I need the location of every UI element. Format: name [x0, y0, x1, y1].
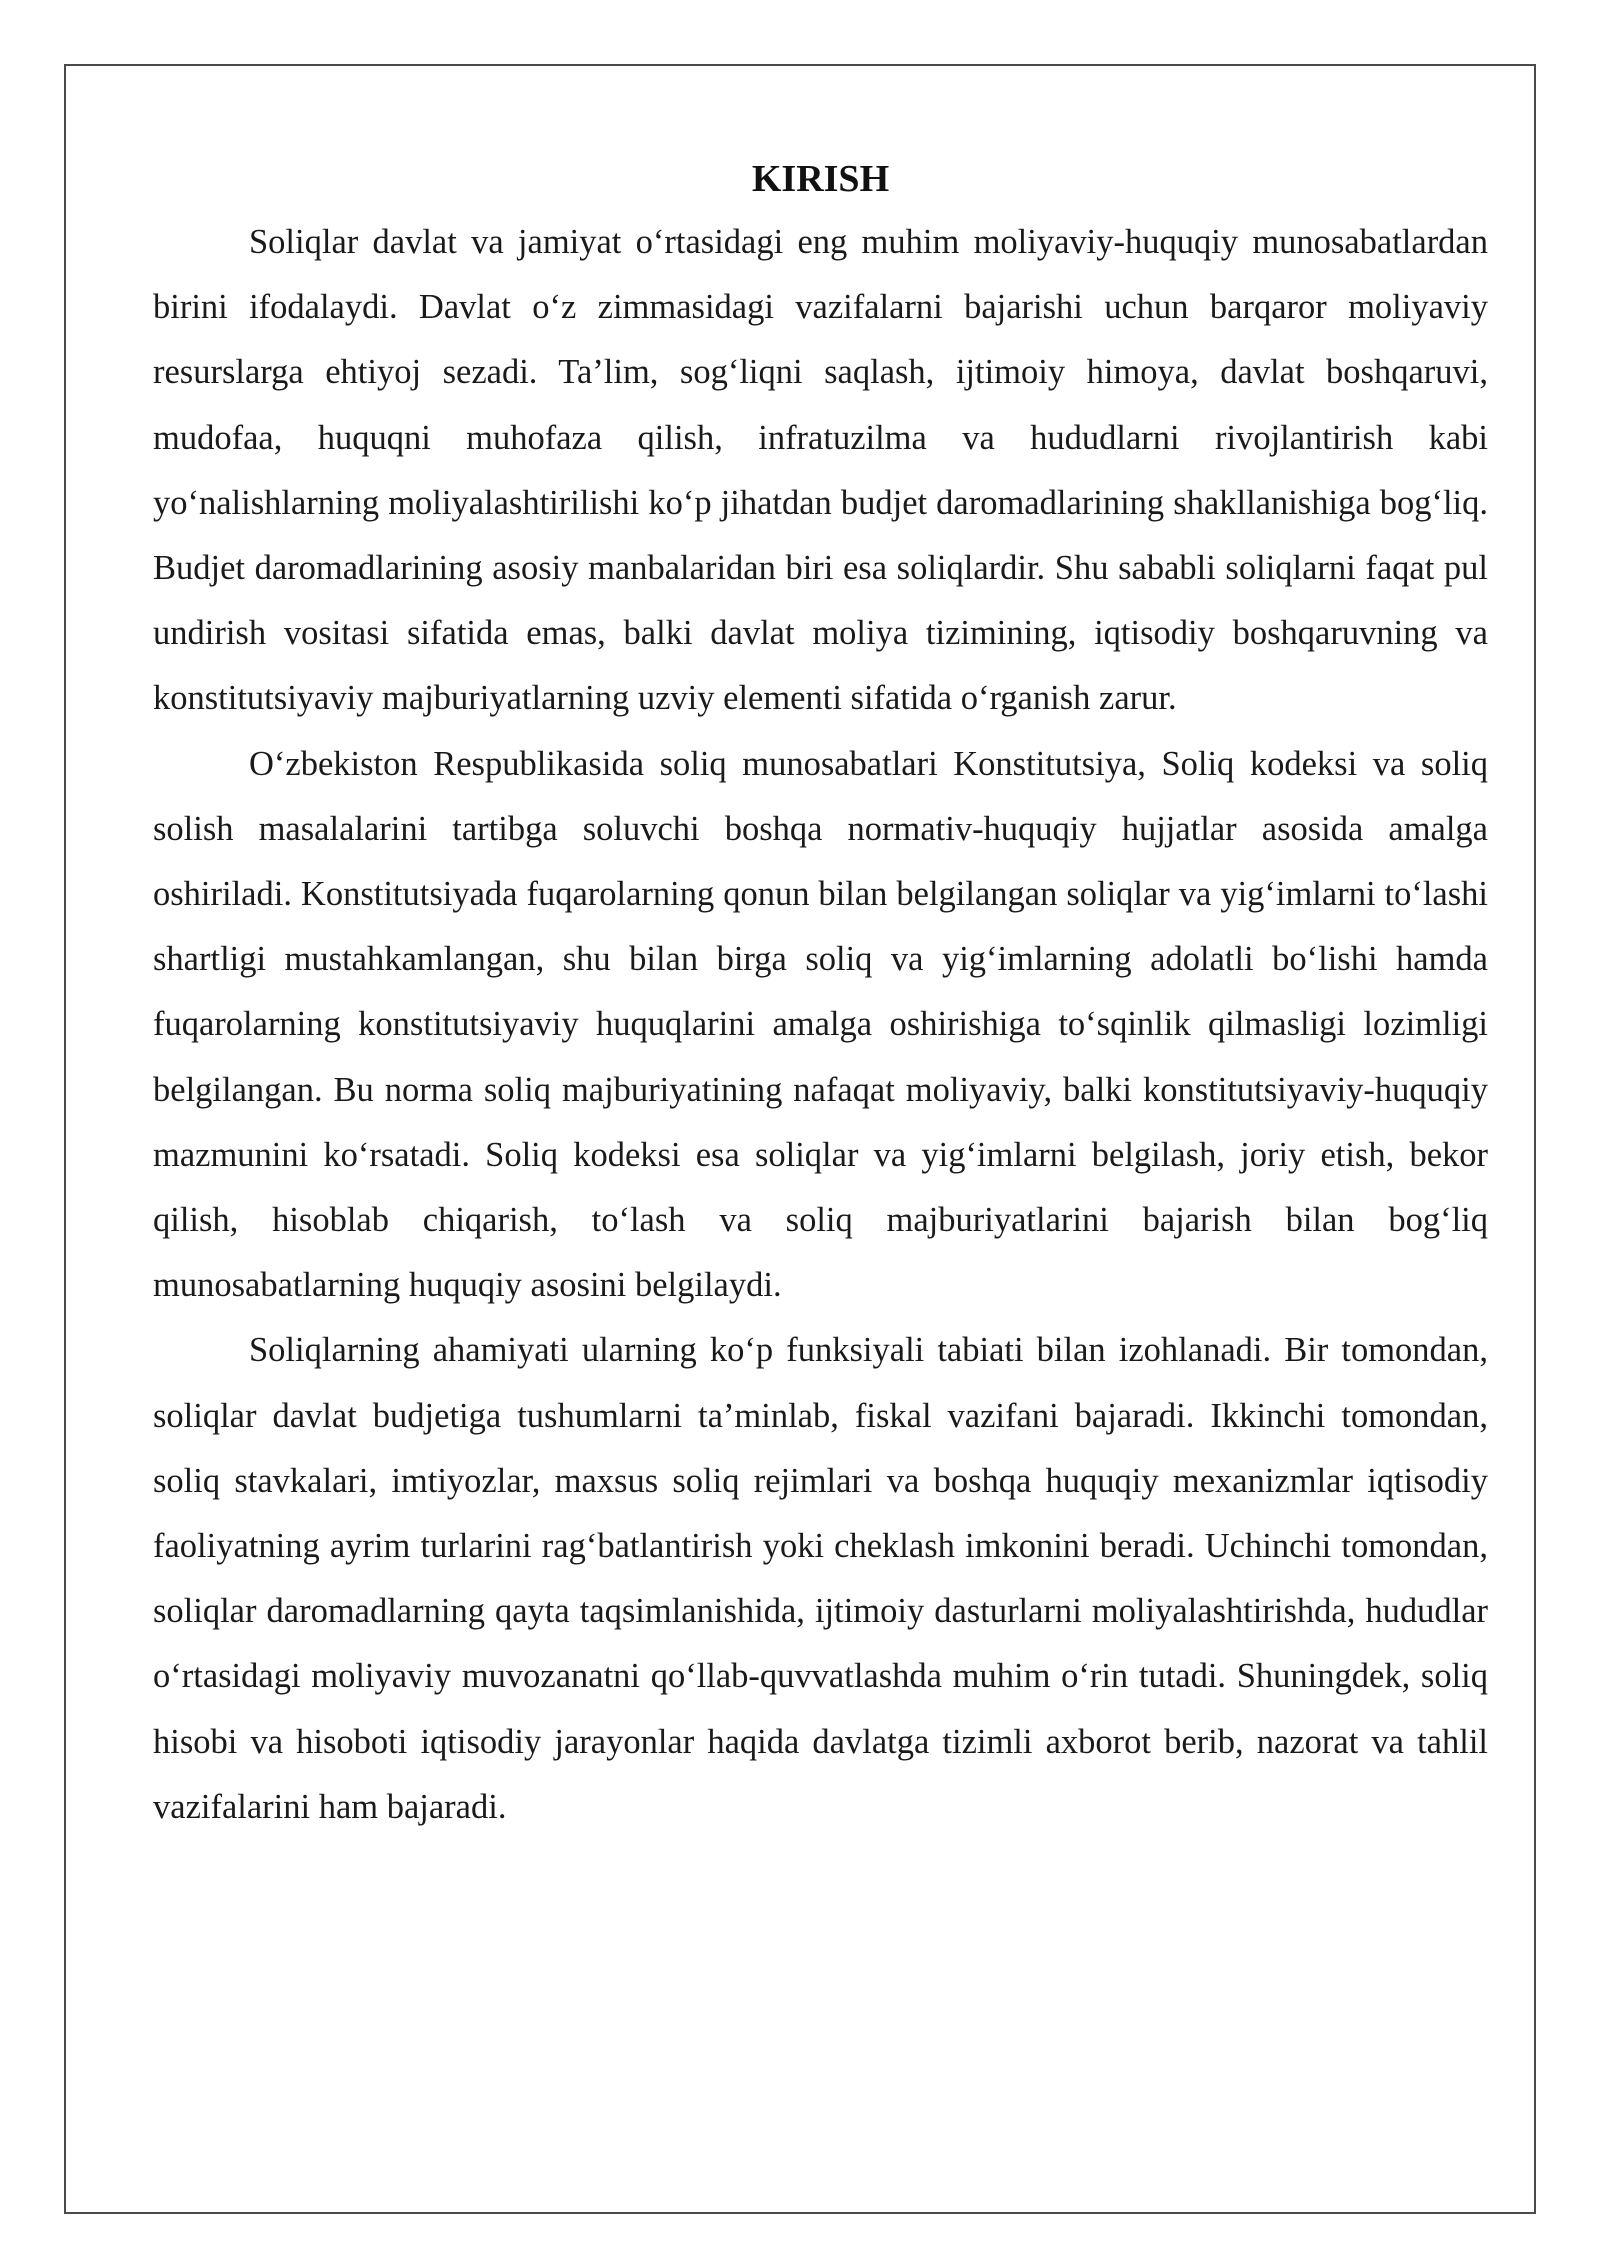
- paragraph-2: O‘zbekiston Respublikasida soliq munosabatlari Konstitutsiya, Soliq kodeksi va soliq solish masalalarini tartibga soluvchi boshqa normativ-huquqiy hujjatlar asosida amalga oshiriladi. Konstitutsiyada fuqarolarning qonun bilan belgilangan soliqlar va yig‘imlarni to‘lashi shartligi mustahkamlangan, shu bilan birga soliq va yig‘imlarning adolatli bo‘lishi hamda fuqarolarning konstitutsiyaviy huquqlarini amalga oshirishiga to‘sqinlik qilmasligi lozimligi belgilangan. Bu norma soliq majburiyatining nafaqat moliyaviy, balki konstitutsiyaviy-huquqiy mazmunini ko‘rsatadi. Soliq kodeksi esa soliqlar va yig‘imlarni belgilash, joriy etish, bekor qilish, hisoblab chiqarish, to‘lash va soliq majburiyatlarini bajarish bilan bog‘liq munosabatlarning huquqiy asosini belgilaydi.: [153, 744, 1488, 1305]
- page-title: KIRISH: [751, 158, 890, 200]
- paragraph-1: Soliqlar davlat va jamiyat o‘rtasidagi eng muhim moliyaviy-huquqiy munosabatlardan birini ifodalaydi. Davlat o‘z zimmasidagi vazifalarni bajarishi uchun barqaror moliyaviy resurslarga ehtiyoj sezadi. Ta’lim, sog‘liqni saqlash, ijtimoiy himoya, davlat boshqaruvi, mudofaa, huquqni muhofaza qilish, infratuzilma va hududlarni rivojlantirish kabi yo‘nalishlarning moliyalashtirilishi ko‘p jihatdan budjet daromadlarining shakllanishiga bog‘liq. Budjet daromadlarining asosiy manbalaridan biri esa soliqlardir. Shu sababli soliqlarni faqat pul undirish vositasi sifatida emas, balki davlat moliya tizimining, iqtisodiy boshqaruvning va konstitutsiyaviy majburiyatlarning uzviy elementi sifatida o‘rganish zarur.: [153, 223, 1488, 718]
- document-body: [153, 148, 1488, 1840]
- paragraph-3: Soliqlarning ahamiyati ularning ko‘p funksiyali tabiati bilan izohlanadi. Bir tomondan, soliqlar davlat budjetiga tushumlarni ta’minlab, fiskal vazifani bajaradi. Ikkinchi tomondan, soliq stavkalari, imtiyozlar, maxsus soliq rejimlari va boshqa huquqiy mexanizmlar iqtisodiy faoliyatning ayrim turlarini rag‘batlantirish yoki cheklash imkonini beradi. Uchinchi tomondan, soliqlar daromadlarning qayta taqsimlanishida, ijtimoiy dasturlarni moliyalashtirishda, hududlar o‘rtasidagi moliyaviy muvozanatni qo‘llab-quvvatlashda muhim o‘rin tutadi. Shuningdek, soliq hisobi va hisoboti iqtisodiy jarayonlar haqida davlatga tizimli axborot berib, nazorat va tahlil vazifalarini ham bajaradi.: [153, 1331, 1488, 1826]
